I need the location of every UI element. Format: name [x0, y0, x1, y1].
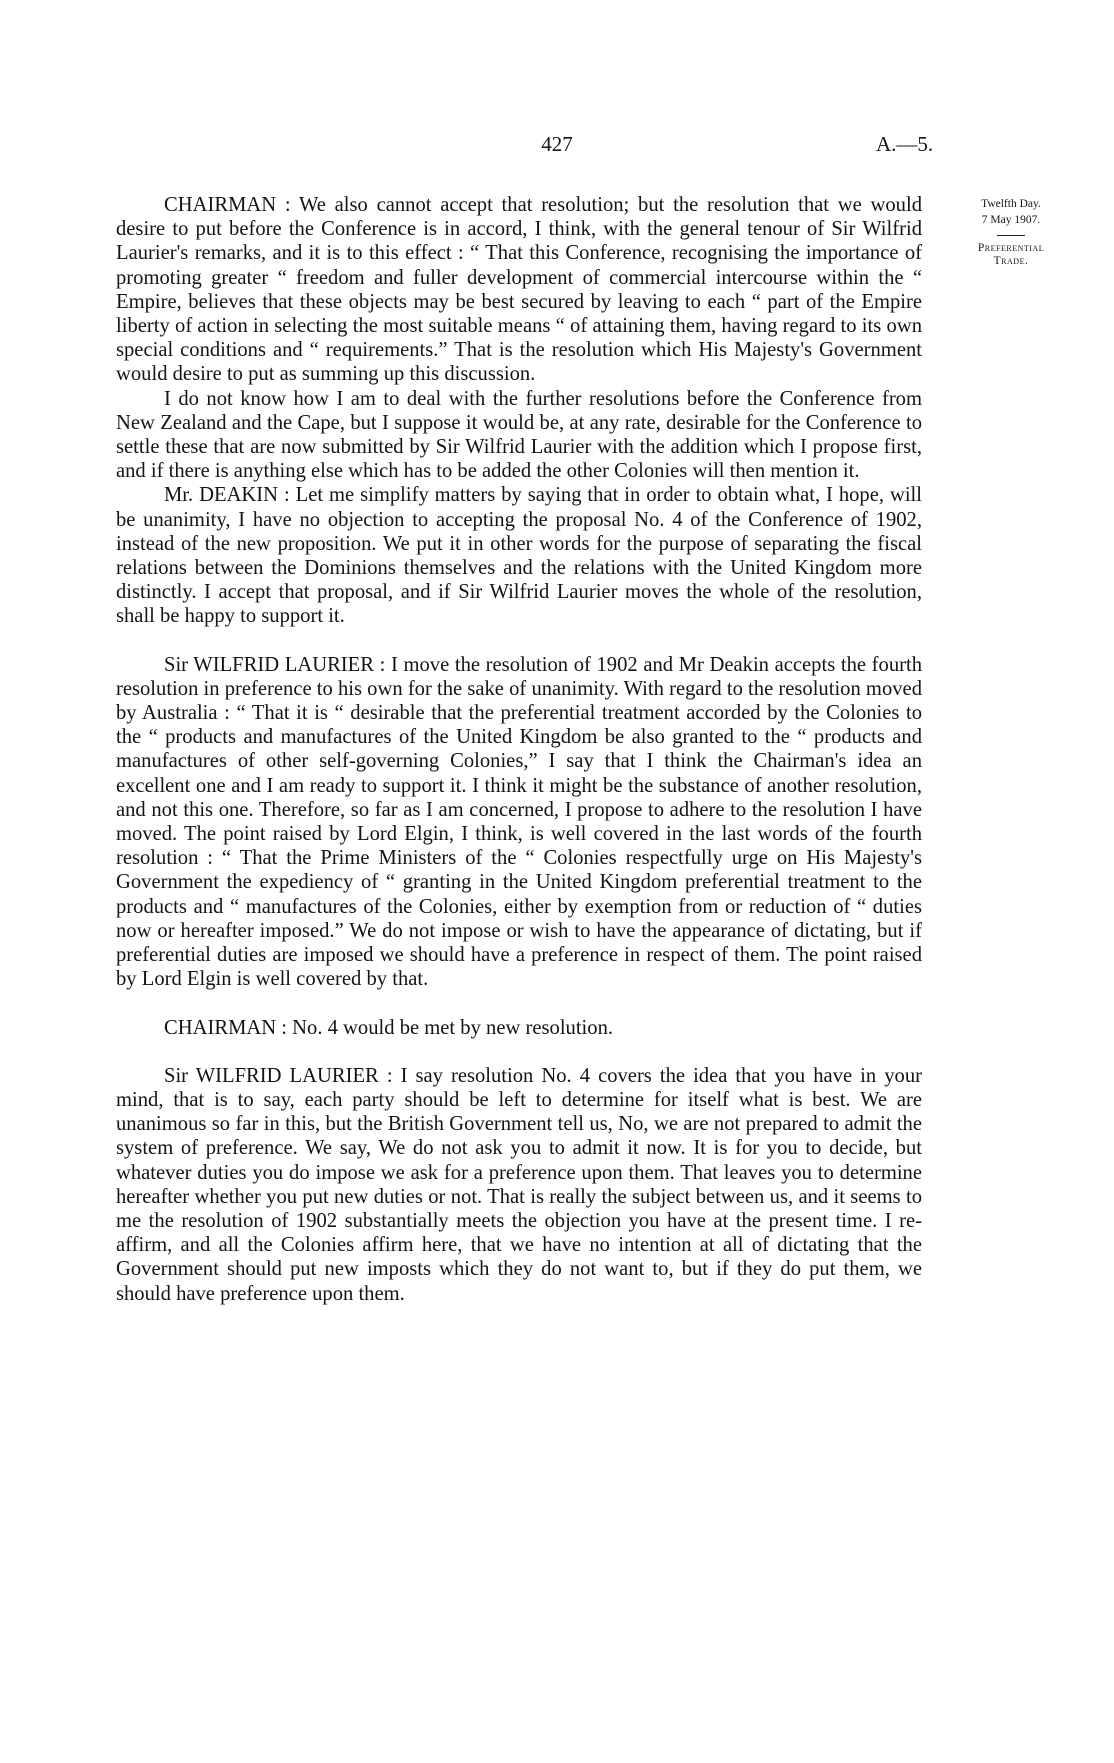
margin-note-date: 7 May 1907. [981, 214, 1041, 226]
paragraph-chairman-resolution: CHAIRMAN : We also cannot accept that resolution; but the resolution that we would desire to put before the Conference is in accord, I think, with the general tenour of Sir Wilfrid Laurier's remarks, and it is to this effect : “ That this Conference, recognising the importance of promoting greater “ freedom and fuller development of commercial intercourse within the “ Empire, believes that these objects may be best secured by leaving to each “ part of the Empire liberty of action in selecting the most suitable means “ of attaining them, having regard to its own special conditions and “ requirements.” That is the resolution which His Majesty's Government would desire to put as summing up this discussion. [116, 194, 922, 386]
paper-reference: A.—5. [876, 132, 934, 156]
paragraph-chairman-no4: CHAIRMAN : No. 4 would be met by new resolution. [164, 1016, 614, 1039]
paragraph-laurier-no4: Sir WILFRID LAURIER : I say resolution No. 4 covers the idea that you have in your mind, that is to say, each party should be left to determine for itself what is best. We are unanimous so far in this, but the British Government tell us, No, we are not prepared to admit the system of preference. We say, We do not ask you to admit it now. It is for you to decide, but whatever duties you do impose we ask for a preference upon them. That leaves you to determine hereafter whether you put new duties or not. That is really the subject between us, and it seems to me the resolution of 1902 substantially meets the objection you have at the present time. I re-affirm, and all the Colonies affirm here, that we have no intention at all of dictating that the Government should put new imposts which they do not want to, but if they do put them, we should have preference upon them. [116, 1064, 922, 1305]
margin-note-topic-line2: Trade. [993, 255, 1029, 267]
paragraph-further-resolutions: I do not know how I am to deal with the further resolutions before the Conference from New Zealand and the Cape, but I suppose it would be, at any rate, desirable for the Conference to settle these that are now submitted by Sir Wilfrid Laurier with the addition which I propose first, and if there is anything else which has to be added the other Colonies will then mention it. [116, 387, 922, 483]
margin-note-topic-line1: Preferential [977, 242, 1045, 254]
margin-note-day: Twelfth Day. [981, 198, 1041, 210]
paragraph-deakin: Mr. DEAKIN : Let me simplify matters by saying that in order to obtain what, I hope, will be unanimity, I have no objection to accepting the proposal No. 4 of the Conference of 1902, instead of the new proposition. We put it in other words for the purpose of separating the fiscal relations between the Dominions themselves and the relations with the United Kingdom more distinctly. I accept that proposal, and if Sir Wilfrid Laurier moves the whole of the resolution, shall be happy to support it. [116, 484, 922, 628]
paragraph-laurier-1902: Sir WILFRID LAURIER : I move the resolution of 1902 and Mr Deakin accepts the fourth resolution in preference to his own for the sake of unanimity. With regard to the resolution moved by Australia : “ That it is “ desirable that the preferential treatment accorded by the Colonies to the “ products and manufactures of the United Kingdom be also granted to the “ products and manufactures of other self-governing Colonies,” I say that I think the Chairman's idea an excellent one and I am ready to support it. I think it might be the substance of another resolution, and not this one. Therefore, so far as I am concerned, I propose to adhere to the resolution I have moved. The point raised by Lord Elgin, I think, is well covered in the last words of the fourth resolution : “ That the Prime Ministers of the “ Colonies respectfully urge on His Majesty's Government the expediency of “ granting in the United Kingdom preferential treatment to the products and “ manufactures of the Colonies, either by exemption from or reduction of “ duties now or hereafter imposed.” We do not impose or wish to have the appearance of dictating, but if preferential duties are imposed we should have a preference in respect of them. The point raised by Lord Elgin is well covered by that. [116, 653, 922, 991]
margin-note-rule [997, 235, 1025, 236]
body-text [116, 193, 922, 1306]
page-number: 427 [541, 132, 573, 156]
margin-note [946, 196, 1076, 268]
